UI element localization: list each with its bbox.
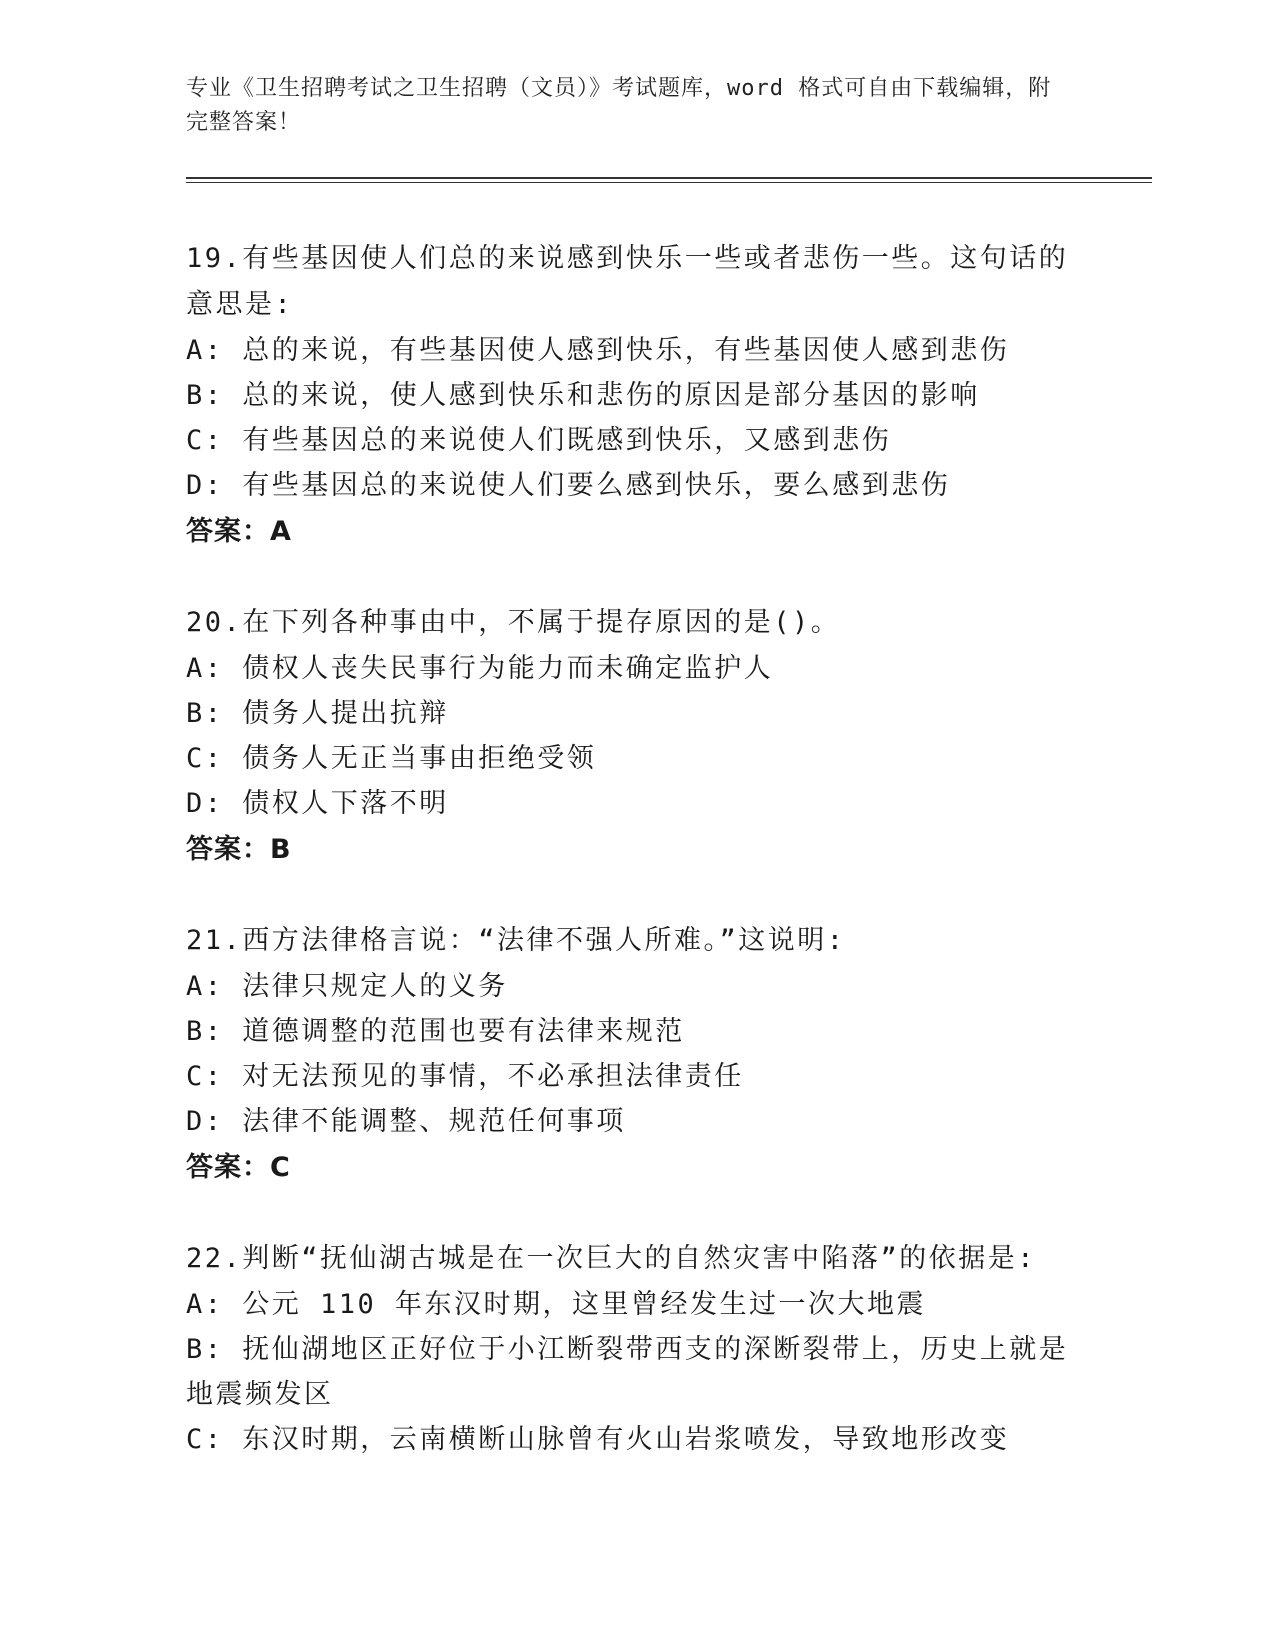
option-b: B: 道德调整的范围也要有法律来规范 [186, 1016, 685, 1047]
option-c: C: 有些基因总的来说使人们既感到快乐，又感到悲伤 [186, 425, 892, 456]
question-stem: 20.在下列各种事由中，不属于提存原因的是()。 [186, 607, 841, 638]
option-d: D: 法律不能调整、规范任何事项 [186, 1106, 626, 1137]
question-list [186, 236, 1086, 1506]
question-22 [186, 1236, 1086, 1462]
question-21 [186, 918, 1086, 1192]
option-b: B: 债务人提出抗辩 [186, 698, 449, 729]
option-a: A: 总的来说，有些基因使人感到快乐，有些基因使人感到悲伤 [186, 335, 1010, 366]
option-c: C: 债务人无正当事由拒绝受领 [186, 743, 597, 774]
option-d: D: 有些基因总的来说使人们要么感到快乐，要么感到悲伤 [186, 470, 951, 501]
question-stem: 21.西方法律格言说：“法律不强人所难。”这说明: [186, 925, 846, 956]
option-a: A: 公元 110 年东汉时期，这里曾经发生过一次大地震 [186, 1289, 927, 1320]
answer: 答案：B [186, 834, 292, 865]
question-stem: 22.判断“抚仙湖古城是在一次巨大的自然灾害中陷落”的依据是: [186, 1243, 1037, 1274]
option-a: A: 法律只规定人的义务 [186, 971, 508, 1002]
option-b: B: 总的来说，使人感到快乐和悲伤的原因是部分基因的影响 [186, 380, 980, 411]
header-divider-thick [186, 177, 1152, 179]
page-header: 专业《卫生招聘考试之卫生招聘（文员）》考试题库，word 格式可自由下载编辑，附完整答案！ [186, 76, 1052, 135]
option-d: D: 债权人下落不明 [186, 788, 449, 819]
header-divider-thin [186, 182, 1152, 183]
question-19 [186, 236, 1086, 556]
answer: 答案：A [186, 516, 292, 547]
question-stem: 19.有些基因使人们总的来说感到快乐一些或者悲伤一些。这句话的意思是: [186, 243, 1069, 320]
option-c: C: 东汉时期，云南横断山脉曾有火山岩浆喷发，导致地形改变 [186, 1424, 1010, 1455]
option-a: A: 债权人丧失民事行为能力而未确定监护人 [186, 653, 774, 684]
option-c: C: 对无法预见的事情，不必承担法律责任 [186, 1061, 744, 1092]
option-b: B: 抚仙湖地区正好位于小江断裂带西支的深断裂带上，历史上就是地震频发区 [186, 1334, 1069, 1410]
question-20 [186, 600, 1086, 874]
answer: 答案：C [186, 1152, 291, 1183]
